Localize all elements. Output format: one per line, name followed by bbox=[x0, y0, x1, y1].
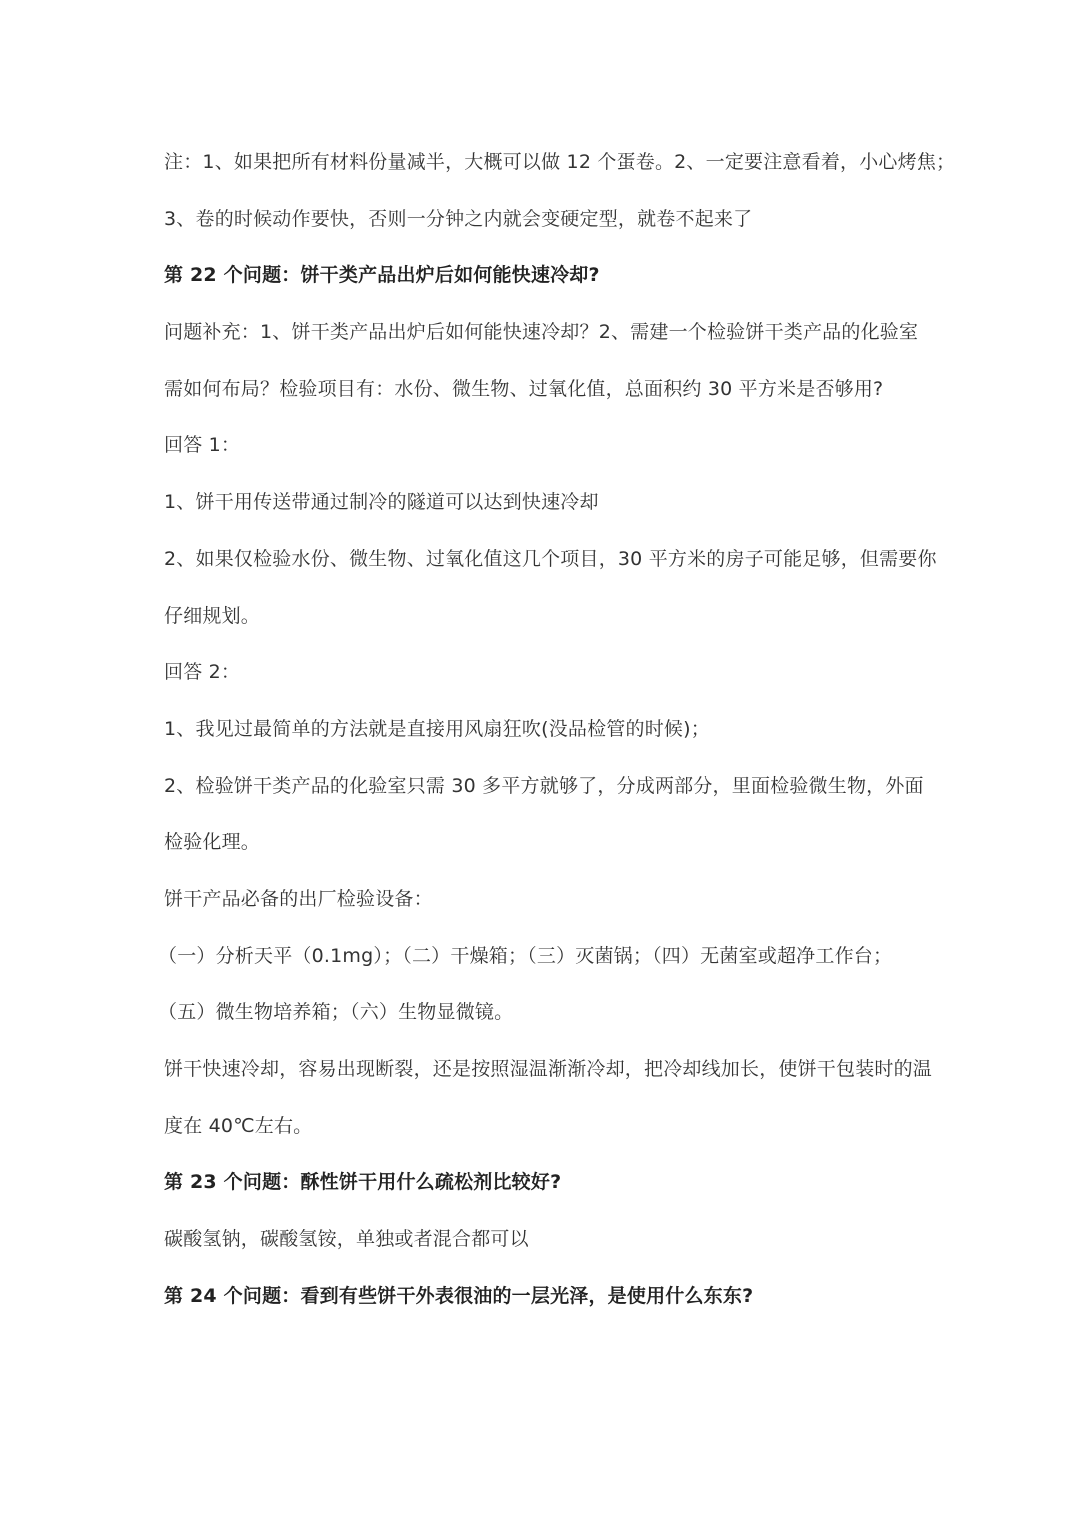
question-24-heading: 第 24 个问题：看到有些饼干外表很油的一层光泽，是使用什么东东? bbox=[164, 1284, 754, 1307]
note-line-1: 注：1、如果把所有材料份量减半，大概可以做 12 个蛋卷。2、一定要注意看着，小心烤焦； bbox=[164, 151, 956, 173]
document-body bbox=[158, 134, 956, 1324]
cooling-note-line-1: 饼干快速冷却，容易出现断裂，还是按照湿温渐渐冷却，把冷却线加长，使饼干包装时的温 bbox=[164, 1058, 933, 1080]
answer-1-point-1: 1、饼干用传送带通过制冷的隧道可以达到快速冷却 bbox=[164, 491, 599, 514]
answer-1-label: 回答 1： bbox=[164, 434, 241, 457]
question-22-heading: 第 22 个问题：饼干类产品出炉后如何能快速冷却? bbox=[164, 264, 600, 287]
note-line-2: 3、卷的时候动作要快，否则一分钟之内就会变硬定型，就卷不起来了 bbox=[164, 207, 753, 230]
answer-1-point-2: 2、如果仅检验水份、微生物、过氧化值这几个项目，30 平方米的房子可能足够，但需要你 bbox=[164, 547, 937, 570]
equipment-list-2: （五）微生物培养箱；（六）生物显微镜。 bbox=[158, 1001, 514, 1024]
answer-2-label: 回答 2： bbox=[164, 661, 241, 684]
question-23-heading: 第 23 个问题：酥性饼干用什么疏松剂比较好? bbox=[164, 1171, 562, 1194]
question-supplement-line-2: 需如何布局？检验项目有：水份、微生物、过氧化值，总面积约 30 平方米是否够用? bbox=[164, 377, 884, 400]
answer-2-point-2-cont: 检验化理。 bbox=[164, 831, 261, 854]
answer-2-point-2: 2、检验饼干类产品的化验室只需 30 多平方就够了，分成两部分，里面检验微生物，外面 bbox=[164, 774, 924, 797]
answer-2-point-1: 1、我见过最简单的方法就是直接用风扇狂吹(没品检管的时候)； bbox=[164, 717, 710, 740]
question-supplement-line-1: 问题补充：1、饼干类产品出炉后如何能快速冷却？2、需建一个检验饼干类产品的化验室 bbox=[164, 321, 919, 344]
answer-1-point-2-cont: 仔细规划。 bbox=[164, 604, 261, 627]
equipment-intro: 饼干产品必备的出厂检验设备： bbox=[164, 887, 433, 910]
cooling-note-line-2: 度在 40℃左右。 bbox=[164, 1114, 313, 1137]
equipment-list-1: （一）分析天平（0.1mg）；（二）干燥箱；（三）灭菌锅；（四）无菌室或超净工作台； bbox=[158, 944, 893, 967]
question-23-answer: 碳酸氢钠，碳酸氢铵，单独或者混合都可以 bbox=[164, 1228, 529, 1251]
